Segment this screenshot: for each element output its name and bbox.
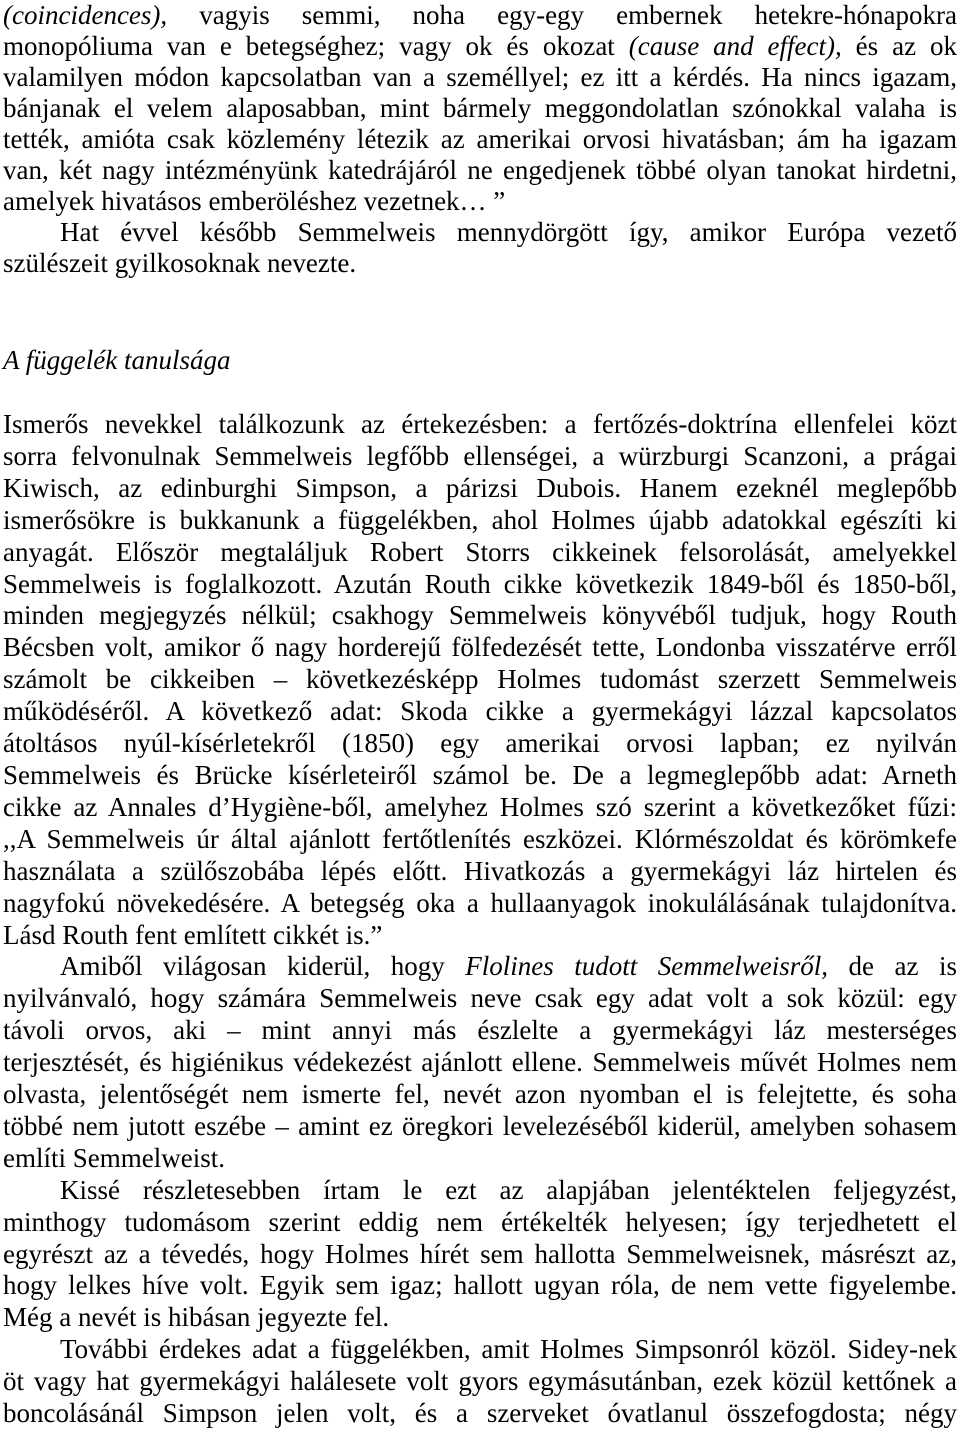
text-line: nyilvánvaló, hogy számára Semmelweis neve csak egy adat volt a sok közül: egy bbox=[3, 983, 957, 1014]
text-line: nagyfokú növekedésére. A betegség oka a hullaanyagok inokulálásának tulajdonítva. bbox=[3, 887, 957, 918]
paragraph bbox=[3, 1334, 957, 1430]
text-line: egyrészt az a tévedés, hogy Holmes hírét sem hallotta Semmelweisnek, másrészt az, bbox=[3, 1238, 957, 1269]
text-line: Semmelweis és Brücke kísérleteiről számol be. De a legmeglepőbb adat: Arneth bbox=[3, 759, 957, 790]
paragraph bbox=[3, 951, 957, 1174]
text-line bbox=[3, 0, 957, 31]
text-line: használata a szülőszobába lépés előtt. Hivatkozás a gyermekágyi láz hirtelen és bbox=[3, 855, 957, 886]
text-line: Lásd Routh fent említett cikkét is.” bbox=[3, 919, 383, 950]
text-line: cikke az Annales d’Hygiène-ből, amelyhez Holmes szó szerint a következőket fűzi: bbox=[3, 791, 957, 822]
text-line: Kissé részletesebben írtam le ezt az alapjában jelentéktelen feljegyzést, bbox=[60, 1174, 957, 1205]
text-line: Még a nevét is hibásan jegyezte fel. bbox=[3, 1302, 390, 1333]
text-line: számolt be cikkeiben – következésképp Holmes tudomást szerzett Semmelweis bbox=[3, 664, 957, 695]
text-segment: de az is bbox=[828, 951, 957, 982]
text-line: említi Semmelweist. bbox=[3, 1142, 225, 1173]
body-text-section-1 bbox=[3, 0, 957, 279]
text-line: Kiwisch, az edinburghi Simpson, a párizsi Dubois. Hanem ezeknél meglepőbb bbox=[3, 472, 957, 503]
text-line: többé nem jutott eszébe – amint ez öregkori levelezéséből kiderül, amelyben sohasem bbox=[3, 1110, 957, 1141]
text-segment: monopóliuma van e betegséghez; vagy ok és okozat bbox=[3, 31, 629, 61]
text-segment: Amiből világosan kiderül, hogy bbox=[60, 951, 466, 982]
body-text-section-2 bbox=[3, 409, 957, 1430]
section-heading: A függelék tanulsága bbox=[3, 345, 231, 375]
text-line: olvasta, jelentőségét nem ismerte fel, nevét azon nyomban el is felejtette, és soha bbox=[3, 1079, 957, 1110]
text-line: terjesztését, és higiénikus védekezést ajánlott ellene. Semmelweis művét Holmes nem bbox=[3, 1047, 957, 1078]
text-line: működéséről. A következő adat: Skoda cikke a gyermekágyi lázzal kapcsolatos bbox=[3, 696, 957, 727]
text-line: minthogy tudomásom szerint eddig nem értékelték helyesen; így terjedhetett el bbox=[3, 1206, 957, 1237]
text-line: ismerősökre is bukkanunk a függelékben, ahol Holmes újabb adatokkal egészíti ki bbox=[3, 504, 957, 535]
text-line: anyagát. Először megtaláljuk Robert Storrs cikkeinek felsorolását, amelyekkel bbox=[3, 536, 957, 567]
text-line: szülészeit gyilkosoknak nevezte. bbox=[3, 248, 357, 278]
text-line: távoli orvos, aki – mint annyi más észlelte a gyermekágyi láz mesterséges bbox=[3, 1015, 957, 1046]
text-segment: vagyis semmi, noha egy-egy embernek hetekre-hónapokra bbox=[167, 0, 957, 30]
text-line: Hat évvel később Semmelweis mennydörgött így, amikor Európa vezető bbox=[60, 217, 957, 247]
text-line: Ismerős nevekkel találkozunk az értekezésben: a fertőzés-doktrína ellenfelei közt bbox=[3, 409, 957, 439]
italic-text: (coincidences), bbox=[3, 0, 168, 30]
text-segment: és az ok bbox=[841, 31, 957, 61]
text-line bbox=[3, 951, 957, 983]
text-line: hogy lelkes híve volt. Egyik sem igaz; hallott ugyan róla, de nem vette figyelembe. bbox=[3, 1270, 957, 1301]
text-line: Bécsben volt, amikor ő nagy horderejű fölfedezését tette, Londonba visszatérve erről bbox=[3, 632, 957, 663]
paragraph bbox=[3, 409, 957, 951]
text-line: van, két nagy intézményünk katedrájáról ne engedjenek többé olyan tanokat hirdetni, bbox=[3, 155, 957, 185]
text-line: Semmelweis is foglalkozott. Azután Routh cikke következik 1849-ből és 1850-ből, bbox=[3, 568, 957, 599]
italic-text: (cause and effect), bbox=[628, 31, 842, 61]
text-line bbox=[3, 31, 957, 62]
text-line: bánjanak el velem alaposabban, mint bármely meggondolatlan szónokkal valaha is bbox=[3, 93, 957, 123]
text-line: valamilyen módon kapcsolatban van a személlyel; ez itt a kérdés. Ha nincs igazam, bbox=[3, 62, 957, 92]
text-line: További érdekes adat a függelékben, amit Holmes Simpsonról közöl. Sidey-nek bbox=[60, 1334, 957, 1365]
paragraph bbox=[3, 0, 957, 217]
italic-text: Flolines tudott Semmelweisről, bbox=[465, 951, 828, 982]
paragraph bbox=[3, 1175, 957, 1335]
text-line: amelyek hivatásos emberöléshez vezetnek… ” bbox=[3, 186, 506, 216]
text-line: átoltásos nyúl-kísérletekről (1850) egy amerikai orvosi lapban; ez nyilván bbox=[3, 728, 957, 759]
text-line: tették, amióta csak közlemény létezik az amerikai orvosi hivatásban; ám ha igazam bbox=[3, 124, 957, 154]
text-line: sorra felvonulnak Semmelweis legfőbb ellenségei, a würzburgi Scanzoni, a prágai bbox=[3, 440, 957, 471]
text-line: ,,A Semmelweis úr által ajánlott fertőtlenítés eszközei. Klórmészoldat és körömkefe bbox=[3, 823, 957, 854]
text-line: öt vagy hat gyermekágyi halálesete volt gyors egymásutánban, ezek közül kettőnek a bbox=[3, 1366, 957, 1397]
text-line: boncolásánál Simpson jelen volt, és a szerveket óvatlanul összefogdosta; négy bbox=[3, 1398, 957, 1429]
text-line: minden megjegyzés nélkül; csakhogy Semmelweis könyvéből tudjuk, hogy Routh bbox=[3, 600, 957, 631]
paragraph bbox=[3, 217, 957, 279]
